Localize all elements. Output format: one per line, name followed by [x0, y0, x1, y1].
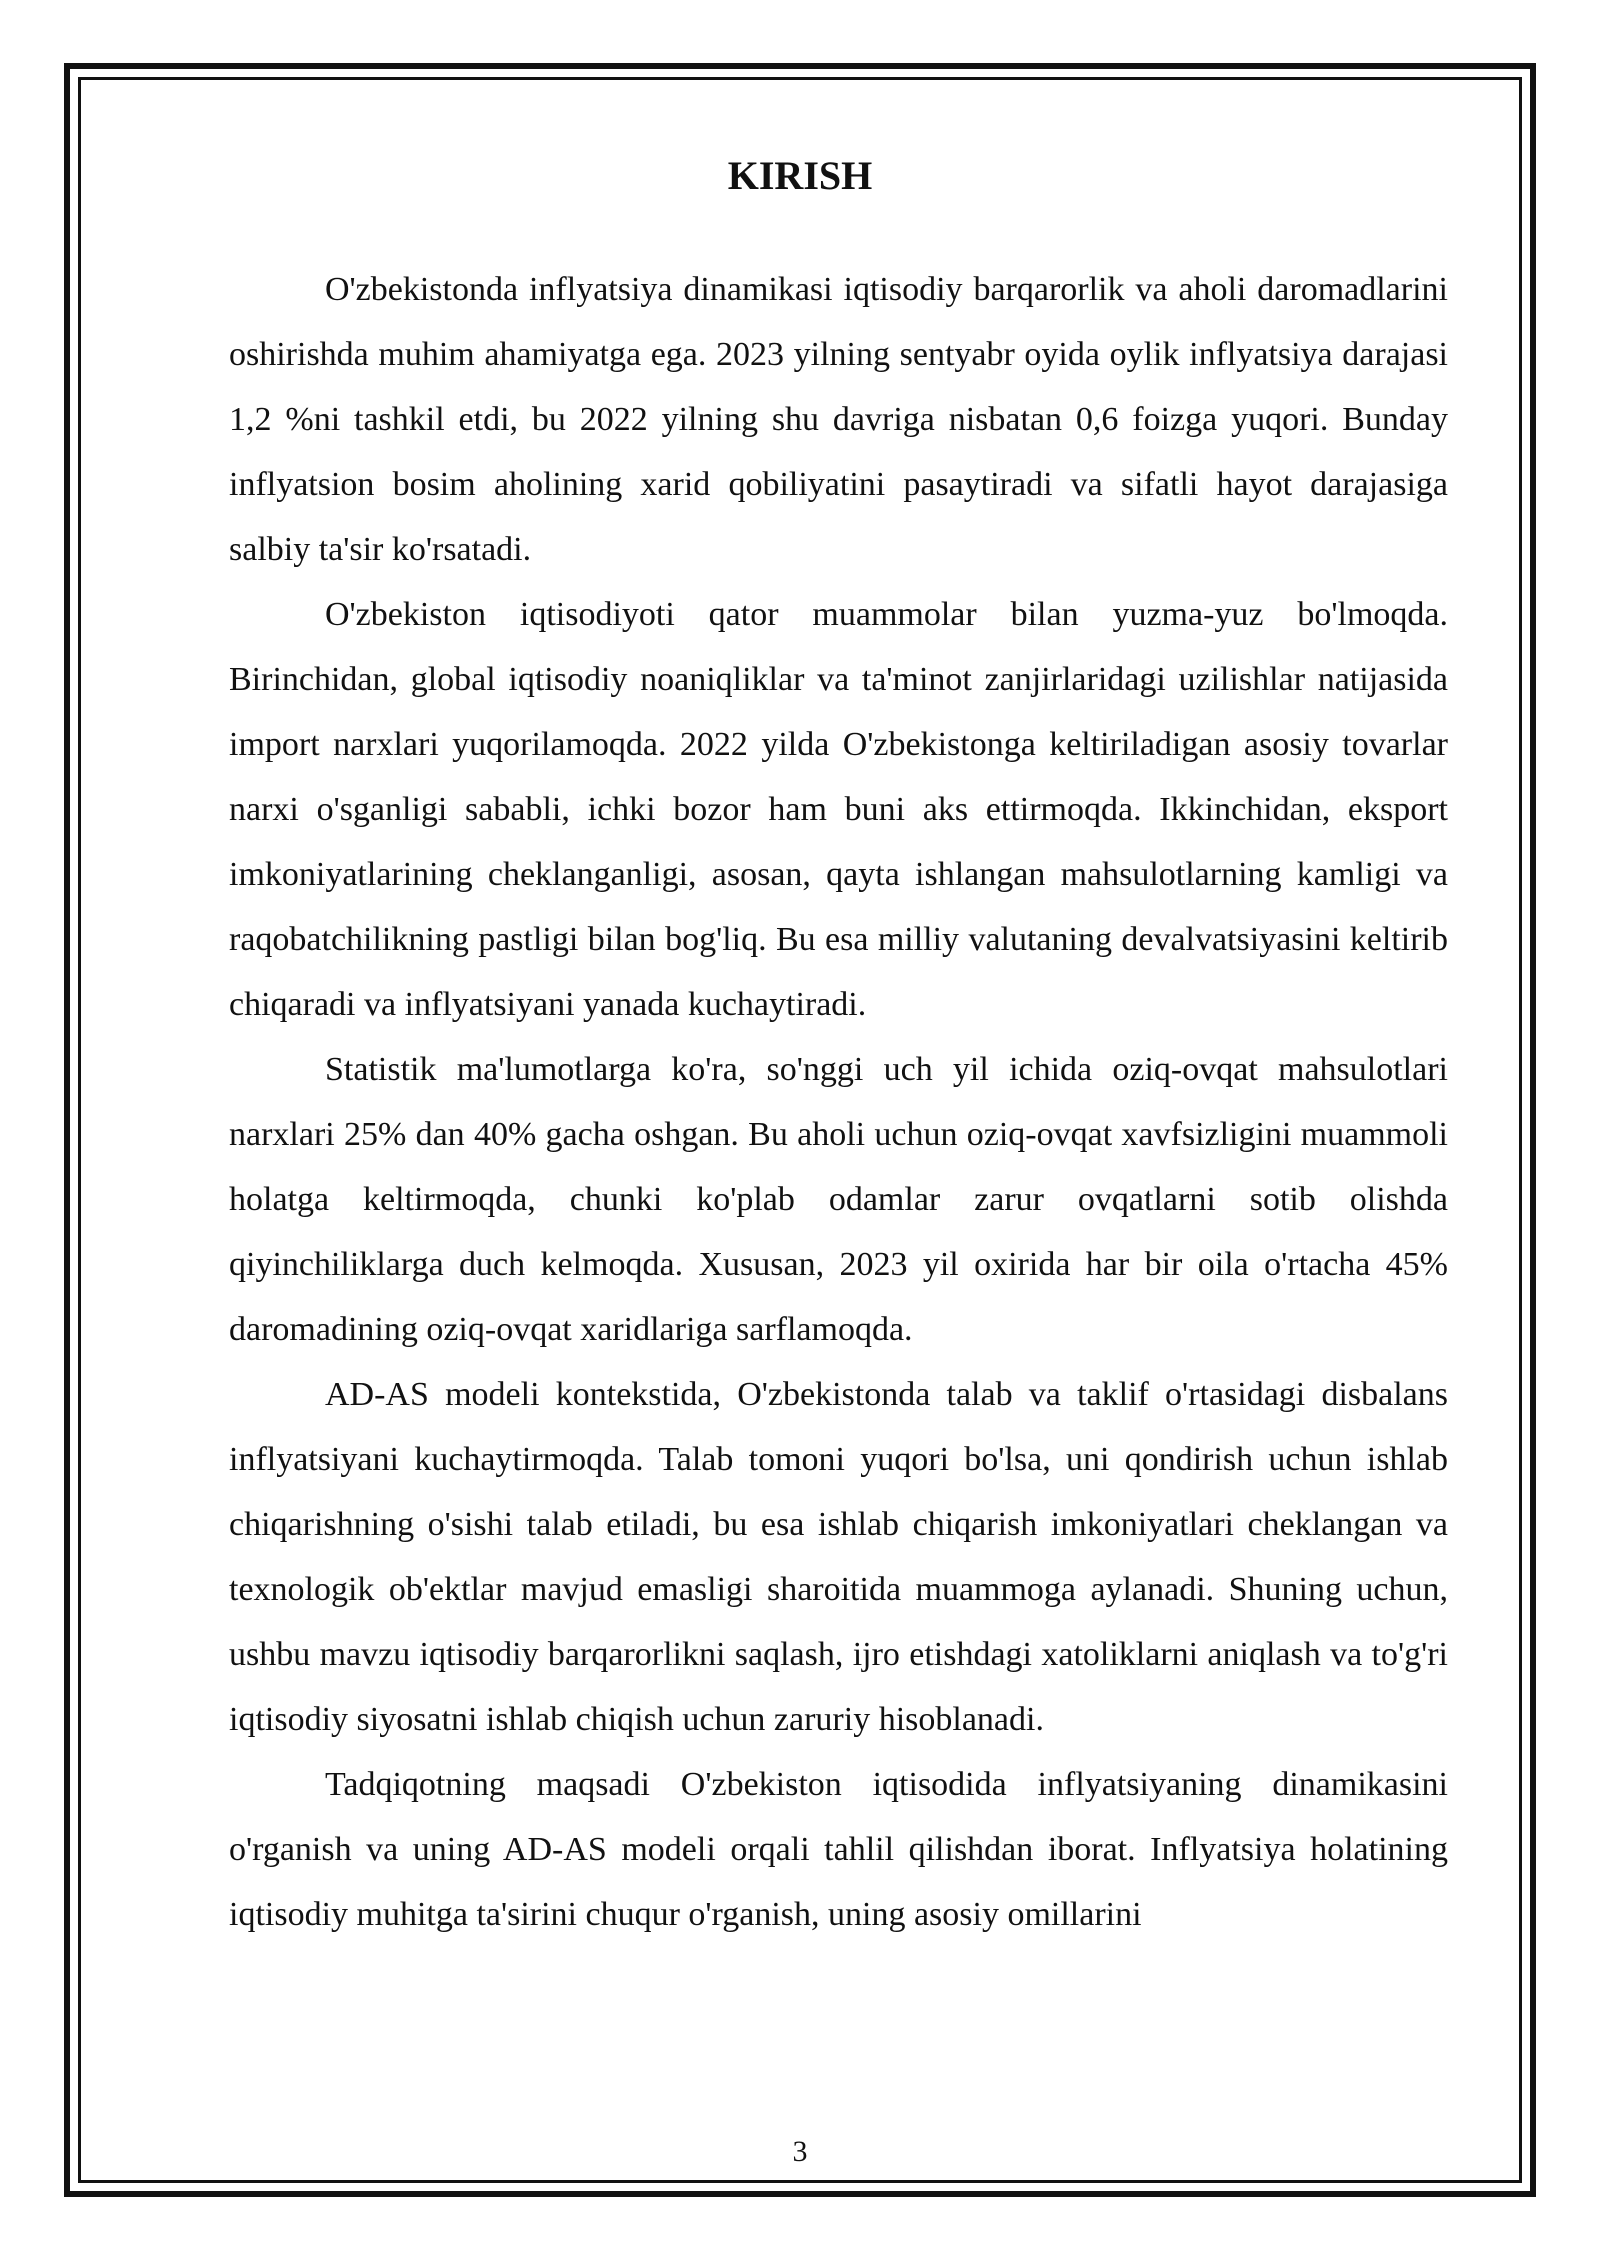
page-title: KIRISH — [727, 153, 873, 198]
paragraph-5: Tadqiqotning maqsadi O'zbekiston iqtisodida inflyatsiyaning dinamikasini o'rganish va uning AD-AS modeli orqali tahlil qilishdan iborat. Inflyatsiya holatining iqtisodiy muhitga ta'sirini chuqur o'rganish, uning asosiy omillarini — [229, 1766, 1448, 1933]
paragraph-1: O'zbekistonda inflyatsiya dinamikasi iqtisodiy barqarorlik va aholi daromadlarini oshirishda muhim ahamiyatga ega. 2023 yilning sentyabr oyida oylik inflyatsiya darajasi 1,2 %ni tashkil etdi, bu 2022 yilning shu davriga nisbatan 0,6 foizga yuqori. Bunday inflyatsion bosim aholining xarid qobiliyatini pasaytiradi va sifatli hayot darajasiga salbiy ta'sir ko'rsatadi. — [229, 271, 1448, 568]
body-text — [229, 257, 1448, 1947]
paragraph-2: O'zbekiston iqtisodiyoti qator muammolar bilan yuzma-yuz bo'lmoqda. Birinchidan, global iqtisodiy noaniqliklar va ta'minot zanjirlaridagi uzilishlar natijasida import narxlari yuqorilamoqda. 2022 yilda O'zbekistonga keltiriladigan asosiy tovarlar narxi o'sganligi sababli, ichki bozor ham buni aks ettirmoqda. Ikkinchidan, eksport imkoniyatlarining cheklanganligi, asosan, qayta ishlangan mahsulotlarning kamligi va raqobatchilikning pastligi bilan bog'liq. Bu esa milliy valutaning devalvatsiyasini keltirib chiqaradi va inflyatsiyani yanada kuchaytiradi. — [229, 596, 1448, 1023]
page-number: 3 — [792, 2135, 808, 2168]
paragraph-3: Statistik ma'lumotlarga ko'ra, so'nggi uch yil ichida oziq-ovqat mahsulotlari narxlari 25% dan 40% gacha oshgan. Bu aholi uchun oziq-ovqat xavfsizligini muammoli holatga keltirmoqda, chunki ko'plab odamlar zarur ovqatlarni sotib olishda qiyinchiliklarga duch kelmoqda. Xususan, 2023 yil oxirida har bir oila o'rtacha 45% daromadining oziq-ovqat xaridlariga sarflamoqda. — [229, 1051, 1448, 1348]
paragraph-4: AD-AS modeli kontekstida, O'zbekistonda talab va taklif o'rtasidagi disbalans inflyatsiyani kuchaytirmoqda. Talab tomoni yuqori bo'lsa, uni qondirish uchun ishlab chiqarishning o'sishi talab etiladi, bu esa ishlab chiqarish imkoniyatlari cheklangan va texnologik ob'ektlar mavjud emasligi sharoitida muammoga aylanadi. Shuning uchun, ushbu mavzu iqtisodiy barqarorlikni saqlash, ijro etishdagi xatoliklarni aniqlash va to'g'ri iqtisodiy siyosatni ishlab chiqish uchun zaruriy hisoblanadi. — [229, 1376, 1448, 1738]
